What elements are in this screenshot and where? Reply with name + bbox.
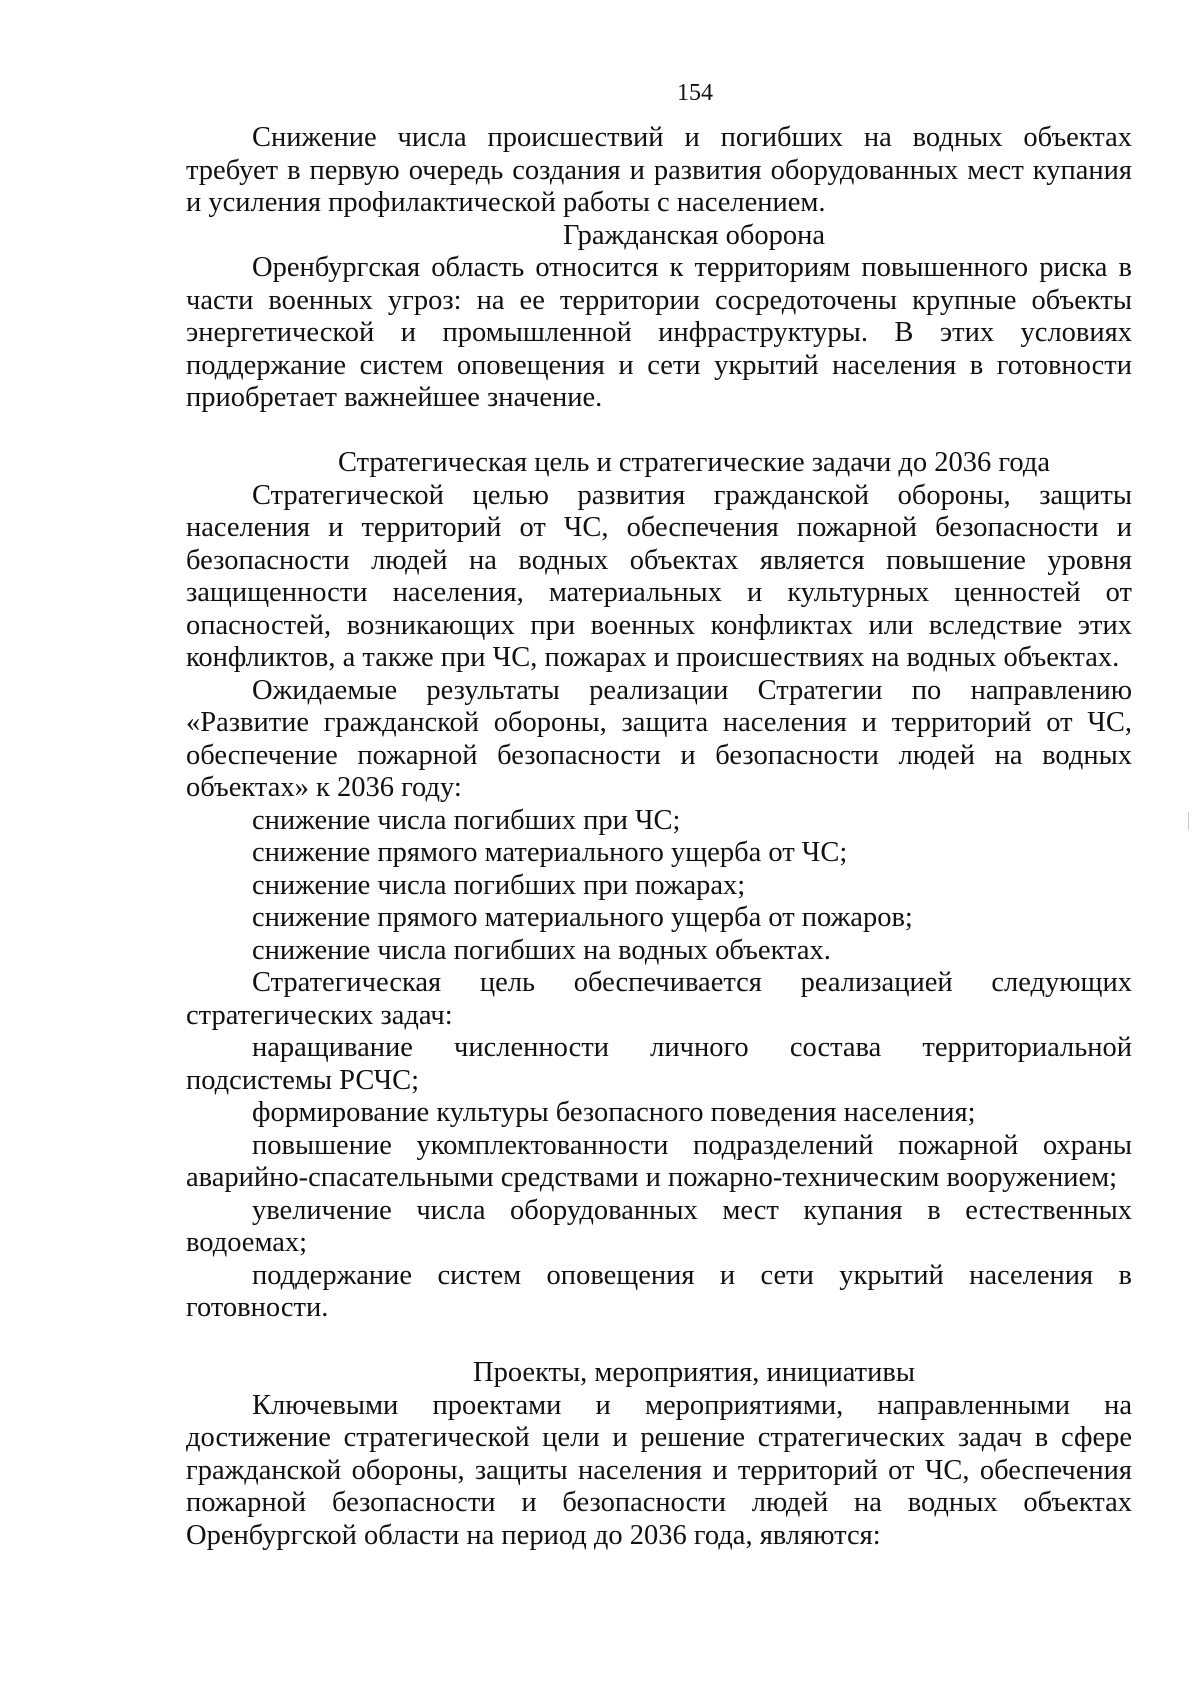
section-heading-strategic-goal: Стратегическая цель и стратегические задачи до 2036 года xyxy=(338,447,1050,478)
expected-result-item: снижение числа погибших при ЧС; xyxy=(252,804,681,836)
expected-result-item: снижение числа погибших при пожарах; xyxy=(252,869,746,901)
expected-result-item: снижение прямого материального ущерба от ЧС; xyxy=(252,837,848,868)
tasks-intro-paragraph: Стратегическая цель обеспечивается реализацией следующих стратегических задач: xyxy=(186,967,1132,1031)
civil-defense-paragraph: Оренбургская область относится к территориям повышенного риска в части военных угроз: на ее территории сосредоточены крупные объекты энергетической и промышленной инфраструктуры. В этих условиях поддержание систем оповещения и сети укрытий населения в готовности приобретает важнейшее значение. xyxy=(186,252,1132,413)
blank-line xyxy=(186,1325,1132,1358)
strategic-task-item: повышение укомплектованности подразделений пожарной охраны аварийно-спасательными средствами и пожарно-техническим вооружением; xyxy=(186,1129,1132,1193)
strategic-task-item: формирование культуры безопасного поведения населения; xyxy=(252,1097,976,1128)
section-heading-projects: Проекты, мероприятия, инициативы xyxy=(472,1357,915,1388)
strategic-task-item: поддержание систем оповещения и сети укрытий населения в готовности. xyxy=(186,1259,1132,1323)
section-heading-civil-defense: Гражданская оборона xyxy=(562,219,826,251)
expected-results-list xyxy=(186,805,1132,968)
blank-line xyxy=(186,415,1132,448)
expected-result-item: снижение числа погибших на водных объектах. xyxy=(252,934,831,966)
projects-paragraph: Ключевыми проектами и мероприятиями, направленными на достижение стратегической цели и решение стратегических задач в сфере гражданской обороны, защиты населения и территорий от ЧС, обеспечения пожарной безопасности и безопасности людей на водных объектах Оренбургской области на период до 2036 года, являются: xyxy=(186,1389,1132,1551)
page-content xyxy=(186,122,1132,1552)
page-number: 154 xyxy=(677,80,713,106)
strategic-tasks-list xyxy=(186,1032,1132,1325)
scan-margin-mark xyxy=(1188,812,1189,830)
intro-paragraph: Снижение числа происшествий и погибших на водных объектах требует в первую очередь создания и развития оборудованных мест купания и усиления профилактической работы с населением. xyxy=(186,122,1132,218)
expected-result-item: снижение прямого материального ущерба от пожаров; xyxy=(252,902,913,933)
strategic-goal-paragraph: Стратегической целью развития гражданской обороны, защиты населения и территорий от ЧС, обеспечения пожарной безопасности и безопасности людей на водных объектах является повышение уровня защищенности населения, материальных и культурных ценностей от опасностей, возникающих при военных конфликтах или вследствие этих конфликтов, а также при ЧС, пожарах и происшествиях на водных объектах. xyxy=(186,479,1132,673)
expected-results-paragraph: Ожидаемые результаты реализации Стратегии по направлению «Развитие гражданской обороны, защита населения и территорий от ЧС, обеспечение пожарной безопасности и безопасности людей на водных объектах» к 2036 году: xyxy=(186,674,1132,803)
strategic-task-item: наращивание численности личного состава территориальной подсистемы РСЧС; xyxy=(186,1032,1132,1096)
strategic-task-item: увеличение числа оборудованных мест купания в естественных водоемах; xyxy=(186,1194,1132,1258)
